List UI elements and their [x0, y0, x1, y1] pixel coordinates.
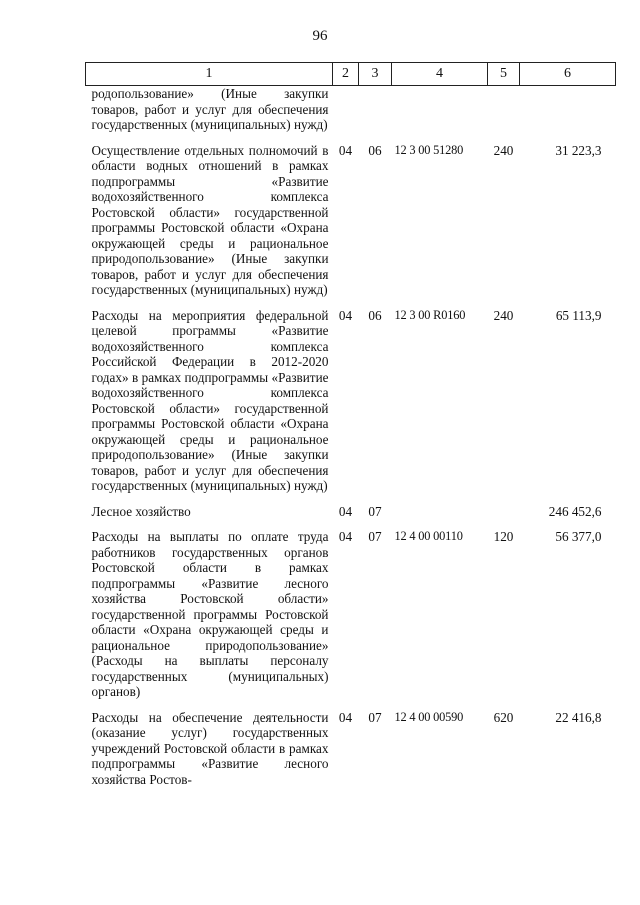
cell-expense-type: 240	[493, 142, 514, 158]
page-number: 96	[312, 28, 328, 44]
cell-subsection: 07	[368, 709, 382, 725]
row-description: Расходы на выплаты по оплате труда работников государственных органов Ростовской области в рамках подпрограммы «Развитие лесного хозяйства Ростовской области» государственной программы Ростовской области «Охрана окружающей среды и рациональное природопользование» (Расходы на выплаты персоналу государственных (муниципальных) органов)	[91, 529, 329, 699]
cell-target-code: 12 4 00 00110	[394, 529, 463, 543]
cell-section: 04	[338, 709, 353, 725]
cell-section: 04	[338, 503, 353, 519]
cell-target-code: 12 3 00 R0160	[394, 307, 466, 322]
table-row	[86, 86, 616, 143]
cell-target-code: 12 4 00 00590	[394, 709, 464, 724]
column-header: 3	[359, 63, 392, 86]
cell-amount: 246 452,6	[548, 503, 602, 519]
table-row	[86, 143, 616, 308]
column-header: 5	[488, 63, 520, 86]
cell-section: 04	[338, 307, 353, 323]
cell-section	[333, 86, 359, 143]
table-row	[86, 529, 616, 710]
cell-amount: 31 223,3	[555, 142, 602, 158]
cell-section: 04	[338, 142, 353, 158]
row-description: Расходы на обеспечение деятельности (оказание услуг) государственных учреждений Ростовской области в рамках подпрограммы «Развитие лесного хозяйства Ростов-	[91, 709, 329, 787]
cell-section: 04	[338, 529, 353, 544]
cell-target-code	[392, 86, 488, 143]
cell-expense-type: 120	[493, 529, 514, 544]
cell-amount: 56 377,0	[555, 529, 602, 544]
cell-expense-type	[488, 86, 520, 143]
cell-subsection	[359, 86, 392, 143]
row-description: Лесное хозяйство	[91, 503, 191, 519]
cell-subsection: 07	[368, 529, 382, 544]
row-description: Расходы на мероприятия федеральной целевой программы «Развитие водохозяйственного комплекса Российской Федерации в 2012-2020 годах» в рамках подпрограммы «Развитие водохозяйственного комплекса Ростовской области» государственной программы Ростовской области «Охрана окружающей среды и рациональное природопользование» (Иные закупки товаров, работ и услуг для обеспечения государственных (муниципальных) нужд)	[91, 307, 329, 493]
row-description: родопользование» (Иные закупки товаров, работ и услуг для обеспечения государственных (муниципальных) нужд)	[91, 86, 329, 132]
cell-amount: 22 416,8	[555, 709, 602, 725]
cell-target-code: 12 3 00 51280	[394, 142, 464, 157]
column-header: 4	[392, 63, 488, 86]
cell-expense-type	[488, 504, 520, 530]
budget-table	[85, 62, 616, 787]
cell-amount	[520, 86, 616, 143]
column-header: 6	[520, 63, 616, 86]
cell-expense-type: 620	[493, 709, 514, 725]
column-header: 1	[86, 63, 333, 86]
column-header: 2	[333, 63, 359, 86]
cell-target-code	[392, 504, 488, 530]
cell-amount: 65 113,9	[555, 307, 602, 323]
row-description: Осуществление отдельных полномочий в области водных отношений в рамках подпрограммы «Развитие водохозяйственного комплекса Ростовской области» государственной программы Ростовской области «Охрана окружающей среды и рациональное природопользование» (Иные закупки товаров, работ и услуг для обеспечения государственных (муниципальных) нужд)	[91, 142, 329, 297]
cell-subsection: 06	[368, 307, 382, 323]
table-header-row	[86, 63, 616, 86]
cell-subsection: 07	[368, 503, 382, 519]
table-row	[86, 308, 616, 504]
table-row	[86, 710, 616, 788]
table-row	[86, 504, 616, 530]
cell-expense-type: 240	[493, 307, 514, 323]
cell-subsection: 06	[368, 142, 382, 158]
